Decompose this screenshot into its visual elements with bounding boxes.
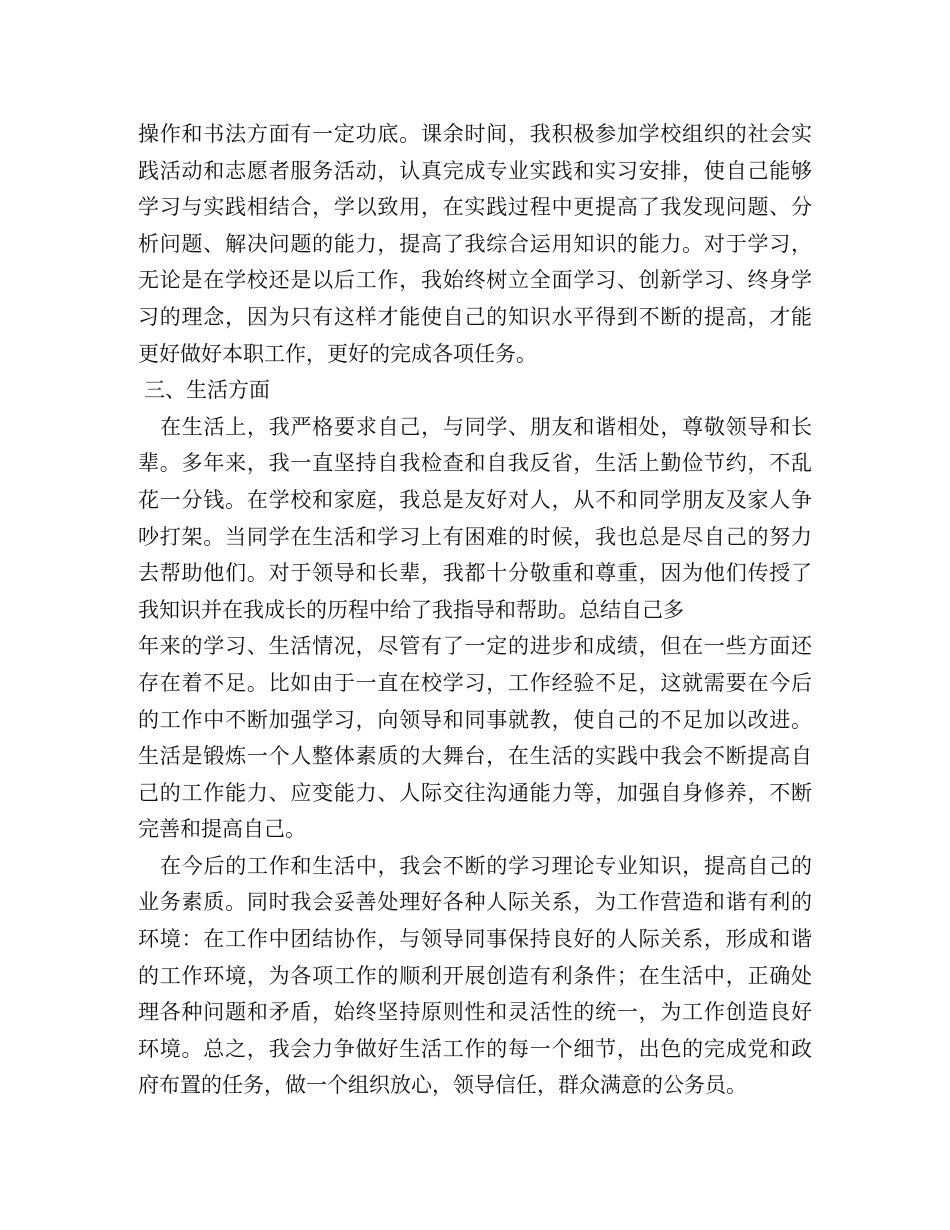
text-line: 环境：在工作中团结协作，与领导同事保持良好的人际关系，形成和谐: [138, 927, 812, 952]
text-line: 学习与实践相结合，学以致用，在实践过程中更提高了我发现问题、分: [138, 195, 812, 220]
text-line: 府布置的任务，做一个组织放心，领导信任，群众满意的公务员。: [138, 1073, 747, 1098]
text-line: 更好做好本职工作，更好的完成各项任务。: [138, 341, 537, 366]
document-body: [138, 116, 812, 1104]
text-line: 操作和书法方面有一定功底。课余时间，我积极参加学校组织的社会实: [138, 122, 812, 146]
text-line: 生活是锻炼一个人整体素质的大舞台，在生活的实践中我会不断提高自: [138, 744, 812, 769]
text-line: 存在着不足。比如由于一直在校学习，工作经验不足，这就需要在今后: [138, 670, 812, 695]
text-line: 花一分钱。在学校和家庭，我总是友好对人，从不和同学朋友及家人争: [138, 487, 812, 512]
text-line: 析问题、解决问题的能力，提高了我综合运用知识的能力。对于学习，: [138, 231, 812, 256]
text-line: 在今后的工作和生活中，我会不断的学习理论专业知识，提高自己的: [160, 853, 812, 878]
text-line: 无论是在学校还是以后工作，我始终树立全面学习、创新学习、终身学: [138, 268, 812, 293]
text-line: 习的理念，因为只有这样才能使自己的知识水平得到不断的提高，才能: [138, 304, 812, 329]
text-line: 践活动和志愿者服务活动，认真完成专业实践和实习安排，使自己能够: [138, 158, 812, 183]
text-line: 业务素质。同时我会妥善处理好各种人际关系，为工作营造和谐有利的: [138, 890, 812, 915]
text-line: 在生活上，我严格要求自己，与同学、朋友和谐相处，尊敬领导和长: [160, 414, 812, 439]
text-line: 吵打架。当同学在生活和学习上有困难的时候，我也总是尽自己的努力: [138, 524, 812, 549]
text-line: 的工作中不断加强学习，向领导和同事就教，使自己的不足加以改进。: [138, 707, 812, 732]
text-line: 我知识并在我成长的历程中给了我指导和帮助。总结自己多: [138, 597, 684, 622]
text-line: 己的工作能力、应变能力、人际交往沟通能力等，加强自身修养，不断: [138, 780, 812, 805]
text-line: 年来的学习、生活情况，尽管有了一定的进步和成绩，但在一些方面还: [138, 634, 812, 659]
text-line: 理各种问题和矛盾，始终坚持原则性和灵活性的统一，为工作创造良好: [138, 1000, 812, 1025]
text-line: 环境。总之，我会力争做好生活工作的每一个细节，出色的完成党和政: [138, 1036, 812, 1061]
text-line: 去帮助他们。对于领导和长辈，我都十分敬重和尊重，因为他们传授了: [138, 561, 812, 586]
text-line: 完善和提高自己。: [138, 817, 306, 842]
text-line: 辈。多年来，我一直坚持自我检查和自我反省，生活上勤俭节约，不乱: [138, 451, 812, 476]
section-heading: 三、生活方面: [144, 378, 270, 403]
text-line: 的工作环境，为各项工作的顺利开展创造有利条件；在生活中，正确处: [138, 963, 812, 988]
